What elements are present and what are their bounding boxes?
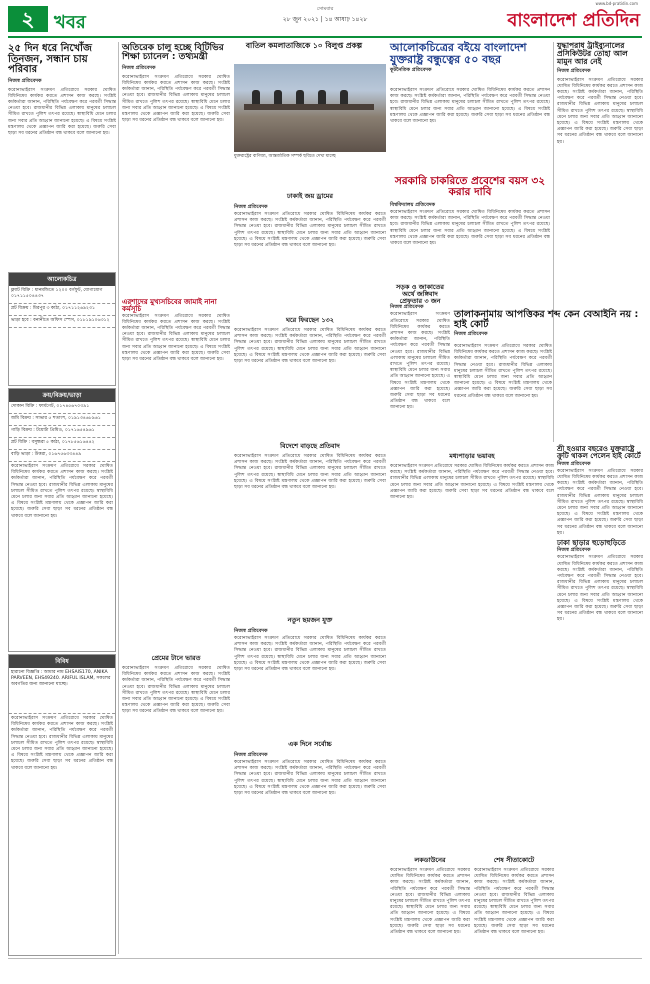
classified-box-1	[8, 272, 116, 386]
story-headline: যুক্তরাষ্ট্র বন্ধুত্বের ৫০ বছর	[390, 52, 502, 66]
story-body: করোনাভাইরাস সংক্রমণ প্রতিরোধে সরকার ঘোষিত বিধিনিষেধ কার্যকর করতে প্রশাসন কাজ করছে। সংশ্লিষ্ট কর্মকর্তারা জানান, পরিস্থিতি পর্যবেক্ষণ করে পরবর্তী সিদ্ধান্ত নেওয়া হবে। রাজধানীর বিভিন্ন এলাকায় মানুষের চলাচল সীমিত রাখতে পুলিশ তৎপর রয়েছে। স্বাস্থ্যবিধি মেনে চলার জন্য সবার প্রতি আহ্বান জানানো হয়েছে। এ বিষয়ে সংশ্লিষ্ট মন্ত্রণালয় থেকে প্রজ্ঞাপন জারি করা হয়েছে। জরুরি সেবা ছাড়া সব ধরনের প্রতিষ্ঠান বন্ধ থাকবে বলে জানানো হয়।	[234, 328, 386, 365]
story-headline: আলোকচিত্রের বইয়ে বাংলাদেশ	[390, 41, 527, 54]
story-body: করোনাভাইরাস সংক্রমণ প্রতিরোধে সরকার ঘোষিত বিধিনিষেধ কার্যকর করতে প্রশাসন কাজ করছে। সংশ্লিষ্ট কর্মকর্তারা জানান, পরিস্থিতি পর্যবেক্ষণ করে পরবর্তী সিদ্ধান্ত নেওয়া হবে। রাজধানীর বিভিন্ন এলাকায় মানুষের চলাচল সীমিত রাখতে পুলিশ তৎপর রয়েছে। স্বাস্থ্যবিধি মেনে চলার জন্য সবার প্রতি আহ্বান জানানো হয়েছে। এ বিষয়ে সংশ্লিষ্ট মন্ত্রণালয় থেকে প্রজ্ঞাপন জারি করা হয়েছে। জরুরি সেবা ছাড়া সব ধরনের প্রতিষ্ঠান বন্ধ থাকবে বলে জানানো হয়।	[390, 868, 470, 936]
page-number: ২	[8, 6, 48, 32]
classified-body: করোনাভাইরাস সংক্রমণ প্রতিরোধে সরকার ঘোষিত বিধিনিষেধ কার্যকর করতে প্রশাসন কাজ করছে। সংশ্লিষ্ট কর্মকর্তারা জানান, পরিস্থিতি পর্যবেক্ষণ করে পরবর্তী সিদ্ধান্ত নেওয়া হবে। রাজধানীর বিভিন্ন এলাকায় মানুষের চলাচল সীমিত রাখতে পুলিশ তৎপর রয়েছে। স্বাস্থ্যবিধি মেনে চলার জন্য সবার প্রতি আহ্বান জানানো হয়েছে। এ বিষয়ে সংশ্লিষ্ট মন্ত্রণালয় থেকে প্রজ্ঞাপন জারি করা হয়েছে। জরুরি সেবা ছাড়া সব ধরনের প্রতিষ্ঠান বন্ধ থাকবে বলে জানানো হয়।	[11, 464, 113, 519]
story-byline: নিজস্ব প্রতিবেদক	[234, 628, 268, 634]
photo-table	[244, 104, 374, 110]
classified-misc: হারানো বিজ্ঞপ্তি : আমার নাম EHSAIS170, ANIKA PARVEEN, EHS49240. ARIFUL ISLAM, সকলের অবগতির জন্য জানানো যাচ্ছে।	[9, 668, 115, 714]
story-body: করোনাভাইরাস সংক্রমণ প্রতিরোধে সরকার ঘোষিত বিধিনিষেধ কার্যকর করতে প্রশাসন কাজ করছে। সংশ্লিষ্ট কর্মকর্তারা জানান, পরিস্থিতি পর্যবেক্ষণ করে পরবর্তী সিদ্ধান্ত নেওয়া হবে। রাজধানীর বিভিন্ন এলাকায় মানুষের চলাচল সীমিত রাখতে পুলিশ তৎপর রয়েছে। স্বাস্থ্যবিধি মেনে চলার জন্য সবার প্রতি আহ্বান জানানো হয়েছে। এ বিষয়ে সংশ্লিষ্ট মন্ত্রণালয় থেকে প্রজ্ঞাপন জারি করা হয়েছে। জরুরি সেবা ছাড়া সব ধরনের প্রতিষ্ঠান বন্ধ থাকবে বলে জানানো হয়।	[474, 868, 554, 936]
story-body: করোনাভাইরাস সংক্রমণ প্রতিরোধে সরকার ঘোষিত বিধিনিষেধ কার্যকর করতে প্রশাসন কাজ করছে। সংশ্লিষ্ট কর্মকর্তারা জানান, পরিস্থিতি পর্যবেক্ষণ করে পরবর্তী সিদ্ধান্ত নেওয়া হবে। রাজধানীর বিভিন্ন এলাকায় মানুষের চলাচল সীমিত রাখতে পুলিশ তৎপর রয়েছে। স্বাস্থ্যবিধি মেনে চলার জন্য সবার প্রতি আহ্বান জানানো হয়েছে। এ বিষয়ে সংশ্লিষ্ট মন্ত্রণালয় থেকে প্রজ্ঞাপন জারি করা হয়েছে। জরুরি সেবা ছাড়া সব ধরনের প্রতিষ্ঠান বন্ধ থাকবে বলে জানানো হয়।	[234, 760, 386, 797]
story-body: করোনাভাইরাস সংক্রমণ প্রতিরোধে সরকার ঘোষিত বিধিনিষেধ কার্যকর করতে প্রশাসন কাজ করছে। সংশ্লিষ্ট কর্মকর্তারা জানান, পরিস্থিতি পর্যবেক্ষণ করে পরবর্তী সিদ্ধান্ত নেওয়া হবে। রাজধানীর বিভিন্ন এলাকায় মানুষের চলাচল সীমিত রাখতে পুলিশ তৎপর রয়েছে। স্বাস্থ্যবিধি মেনে চলার জন্য সবার প্রতি আহ্বান জানানো হয়েছে। এ বিষয়ে সংশ্লিষ্ট মন্ত্রণালয় থেকে প্রজ্ঞাপন জারি করা হয়েছে। জরুরি সেবা ছাড়া সব ধরনের প্রতিষ্ঠান বন্ধ থাকবে বলে জানানো হয়।	[557, 468, 643, 536]
story-lockdown	[390, 852, 470, 952]
classified-box-title: বিবিধ	[9, 655, 115, 668]
story-headline: যুদ্ধাপরাধ ট্রাইব্যুনালের প্রসিকিউটর তোহা আল মামুন আর নেই	[557, 41, 628, 66]
brand-url: www.bd-pratidin.com	[595, 1, 638, 6]
story-byline: নিজস্ব প্রতিবেদক	[557, 547, 591, 554]
story-byline: নিজস্ব প্রতিবেদক	[390, 304, 424, 311]
classified-ad: জমি বিক্রয় : সাভার ৫ শতাংশ, ০১৯১৩৪৬৮৯৬১	[9, 414, 115, 426]
story-headline: বিদেশে বাড়ছে প্রতিবাদ	[280, 442, 340, 450]
story-byline: নিজস্ব প্রতিবেদক	[454, 330, 488, 337]
news-photo	[234, 64, 386, 152]
classified-ad: ভাড়া হবে : বনানীতে অফিস স্পেস, ০১৮১৯১০৬৩১২	[9, 316, 115, 328]
story-body: করোনাভাইরাস সংক্রমণ প্রতিরোধে সরকার ঘোষিত বিধিনিষেধ কার্যকর করতে প্রশাসন কাজ করছে। সংশ্লিষ্ট কর্মকর্তারা জানান, পরিস্থিতি পর্যবেক্ষণ করে পরবর্তী সিদ্ধান্ত নেওয়া হবে। রাজধানীর বিভিন্ন এলাকায় মানুষের চলাচল সীমিত রাখতে পুলিশ তৎপর রয়েছে। স্বাস্থ্যবিধি মেনে চলার জন্য সবার প্রতি আহ্বান জানানো হয়েছে। এ বিষয়ে সংশ্লিষ্ট মন্ত্রণালয় থেকে প্রজ্ঞাপন জারি করা হয়েছে। জরুরি সেবা ছাড়া সব ধরনের প্রতিষ্ঠান বন্ধ থাকবে বলে জানানো হয়।	[390, 464, 554, 501]
story-hc-order	[557, 446, 643, 536]
story-body: করোনাভাইরাস সংক্রমণ প্রতিরোধে সরকার ঘোষিত বিধিনিষেধ কার্যকর করতে প্রশাসন কাজ করছে। সংশ্লিষ্ট কর্মকর্তারা জানান, পরিস্থিতি পর্যবেক্ষণ করে পরবর্তী সিদ্ধান্ত নেওয়া হবে। রাজধানীর বিভিন্ন এলাকায় মানুষের চলাচল সীমিত রাখতে পুলিশ তৎপর রয়েছে। স্বাস্থ্যবিধি মেনে চলার জন্য সবার প্রতি আহ্বান জানানো হয়েছে। এ বিষয়ে সংশ্লিষ্ট মন্ত্রণালয় থেকে প্রজ্ঞাপন জারি করা হয়েছে। জরুরি সেবা ছাড়া সব ধরনের প্রতিষ্ঠান বন্ধ থাকবে বলে জানানো হয়।	[122, 74, 230, 124]
story-byline: বিশ্ববিদ্যালয় প্রতিবেদক	[390, 202, 436, 208]
column-divider	[118, 42, 119, 954]
classified-ad: ফ্ল্যাট বিক্রি : ধানমন্ডিতে ১২০০ বর্গফুট, যোগাযোগ ০১৭১১৫০৪৪৩৭	[9, 286, 115, 304]
story-body: করোনাভাইরাস সংক্রমণ প্রতিরোধে সরকার ঘোষিত বিধিনিষেধ কার্যকর করতে প্রশাসন কাজ করছে। সংশ্লিষ্ট কর্মকর্তারা জানান, পরিস্থিতি পর্যবেক্ষণ করে পরবর্তী সিদ্ধান্ত নেওয়া হবে। রাজধানীর বিভিন্ন এলাকায় মানুষের চলাচল সীমিত রাখতে পুলিশ তৎপর রয়েছে। স্বাস্থ্যবিধি মেনে চলার জন্য সবার প্রতি আহ্বান জানানো হয়েছে। এ বিষয়ে সংশ্লিষ্ট মন্ত্রণালয় থেকে প্রজ্ঞাপন জারি করা হয়েছে। জরুরি সেবা ছাড়া সব ধরনের প্রতিষ্ঠান বন্ধ থাকবে বলে জানানো হয়।	[557, 555, 643, 623]
story-body: করোনাভাইরাস সংক্রমণ প্রতিরোধে সরকার ঘোষিত বিধিনিষেধ কার্যকর করতে প্রশাসন কাজ করছে। সংশ্লিষ্ট কর্মকর্তারা জানান, পরিস্থিতি পর্যবেক্ষণ করে পরবর্তী সিদ্ধান্ত নেওয়া হবে। রাজধানীর বিভিন্ন এলাকায় মানুষের চলাচল সীমিত রাখতে পুলিশ তৎপর রয়েছে। স্বাস্থ্যবিধি মেনে চলার জন্য সবার প্রতি আহ্বান জানানো হয়েছে। এ বিষয়ে সংশ্লিষ্ট মন্ত্রণালয় থেকে প্রজ্ঞাপন জারি করা হয়েছে। জরুরি সেবা ছাড়া সব ধরনের প্রতিষ্ঠান বন্ধ থাকবে বলে জানানো হয়।	[234, 212, 386, 249]
story-headline: বাতিল কমলাতাজিকে ১০ বিলুপ্ত প্রকল্প	[245, 41, 363, 50]
story-byline: নিজস্ব প্রতিবেদক	[234, 204, 268, 210]
story-headline: ঘরে ফিরছেন ১৩২	[285, 316, 334, 324]
classified-box-2	[8, 388, 116, 652]
story-highest-day	[234, 736, 386, 952]
story-headline: এক দিনে সর্বোচ্চ	[288, 740, 332, 748]
classified-box-3	[8, 654, 116, 956]
story-sitakot	[474, 852, 554, 952]
story-byline: নিজস্ব প্রতিবেদক	[234, 752, 268, 758]
story-byline: নিজস্ব প্রতিবেদক	[122, 64, 156, 71]
classified-body: করোনাভাইরাস সংক্রমণ প্রতিরোধে সরকার ঘোষিত বিধিনিষেধ কার্যকর করতে প্রশাসন কাজ করছে। সংশ্লিষ্ট কর্মকর্তারা জানান, পরিস্থিতি পর্যবেক্ষণ করে পরবর্তী সিদ্ধান্ত নেওয়া হবে। রাজধানীর বিভিন্ন এলাকায় মানুষের চলাচল সীমিত রাখতে পুলিশ তৎপর রয়েছে। স্বাস্থ্যবিধি মেনে চলার জন্য সবার প্রতি আহ্বান জানানো হয়েছে। এ বিষয়ে সংশ্লিষ্ট মন্ত্রণালয় থেকে প্রজ্ঞাপন জারি করা হয়েছে। জরুরি সেবা ছাড়া সব ধরনের প্রতিষ্ঠান বন্ধ থাকবে বলে জানানো হয়।	[11, 716, 113, 771]
story-six-new	[234, 612, 386, 732]
story-headline: অতিরেক চালু হচ্ছে বিটিভির শিক্ষা চ্যানেল : তথ্যমন্ত্রী	[122, 43, 224, 63]
classified-box-title: ক্রয়/বিক্রয়/ভাড়া	[9, 389, 115, 402]
story-headline: ঢাকাই জয় ড্রামের	[287, 192, 333, 200]
classified-ad: প্লট বিক্রয় : মিরপুর ৩ কাঠা, ০১৭১১২৬৯২৩১	[9, 304, 115, 316]
photo-person	[318, 90, 326, 104]
story-headline: সড়ক ও জাকাতের অর্থে জঙ্গিবাদ প্রেফতার ৩ জন	[396, 283, 444, 305]
story-headline: শ্রী হওয়ার বছরেও যুক্তরাষ্ট্রে ক্রুটি থাকল পেলেন হাই কোর্টে	[557, 445, 641, 461]
classified-ad: গাড়ি বিক্রয় : টয়োটা প্রিমিও, ০১৭১৬৫৪৯৬১	[9, 426, 115, 438]
story-projects-cancelled	[234, 42, 374, 62]
story-headline: তালাকনামায় আপত্তিকর শব্দ কেন বেআইনি নয় : হাই কোর্ট	[454, 309, 639, 330]
story-body: করোনাভাইরাস সংক্রমণ প্রতিরোধে সরকার ঘোষিত বিধিনিষেধ কার্যকর করতে প্রশাসন কাজ করছে। সংশ্লিষ্ট কর্মকর্তারা জানান, পরিস্থিতি পর্যবেক্ষণ করে পরবর্তী সিদ্ধান্ত নেওয়া হবে। রাজধানীর বিভিন্ন এলাকায় মানুষের চলাচল সীমিত রাখতে পুলিশ তৎপর রয়েছে। স্বাস্থ্যবিধি মেনে চলার জন্য সবার প্রতি আহ্বান জানানো হয়েছে। এ বিষয়ে সংশ্লিষ্ট মন্ত্রণালয় থেকে প্রজ্ঞাপন জারি করা হয়েছে। জরুরি সেবা ছাড়া সব ধরনের প্রতিষ্ঠান বন্ধ থাকবে বলে জানানো হয়।	[557, 77, 643, 145]
photo-person	[252, 90, 260, 104]
date-line: ২৮ জুন ২০২১ | ১৪ আষাঢ় ১৪২৮	[282, 16, 368, 23]
photo-person	[296, 90, 304, 104]
story-headline: মধ্যপাড়ার ভয়াবহ	[449, 452, 495, 460]
story-headline: নতুন ছয়জন যুক্ত	[287, 616, 333, 624]
story-headline: এরশাদের মুখ্যসচিবের জামাই নানা কর্মসূচি	[122, 297, 217, 314]
story-byline: নিজস্ব প্রতিবেদক	[557, 67, 591, 74]
classified-ad: বাড়ি ভাড়া : উত্তরা, ০১৬৭৫৬৩৩৪৪৯	[9, 450, 115, 462]
photo-caption: যুক্তরাষ্ট্রের বাণিজ্য, আন্তর্জাতিক সম্পর্ক ছবিতে দেখা যাচ্ছে	[234, 154, 336, 159]
photo-person	[340, 90, 348, 104]
masthead	[0, 0, 650, 38]
story-headline: ২৫ দিন ধরে নিখোঁজ তিনজন, সন্ধান চায় পরিবার	[8, 43, 92, 75]
page-bottom-rule	[8, 958, 642, 959]
story-body: করোনাভাইরাস সংক্রমণ প্রতিরোধে সরকার ঘোষিত বিধিনিষেধ কার্যকর করতে প্রশাসন কাজ করছে। সংশ্লিষ্ট কর্মকর্তারা জানান, পরিস্থিতি পর্যবেক্ষণ করে পরবর্তী সিদ্ধান্ত নেওয়া হবে। রাজধানীর বিভিন্ন এলাকায় মানুষের চলাচল সীমিত রাখতে পুলিশ তৎপর রয়েছে। স্বাস্থ্যবিধি মেনে চলার জন্য সবার প্রতি আহ্বান জানানো হয়েছে। এ বিষয়ে সংশ্লিষ্ট মন্ত্রণালয় থেকে প্রজ্ঞাপন জারি করা হয়েছে। জরুরি সেবা ছাড়া সব ধরনের প্রতিষ্ঠান বন্ধ থাকবে বলে জানানো হয়।	[234, 636, 386, 673]
story-body: করোনাভাইরাস সংক্রমণ প্রতিরোধে সরকার ঘোষিত বিধিনিষেধ কার্যকর করতে প্রশাসন কাজ করছে। সংশ্লিষ্ট কর্মকর্তারা জানান, পরিস্থিতি পর্যবেক্ষণ করে পরবর্তী সিদ্ধান্ত নেওয়া হবে। রাজধানীর বিভিন্ন এলাকায় মানুষের চলাচল সীমিত রাখতে পুলিশ তৎপর রয়েছে। স্বাস্থ্যবিধি মেনে চলার জন্য সবার প্রতি আহ্বান জানানো হয়েছে। এ বিষয়ে সংশ্লিষ্ট মন্ত্রণালয় থেকে প্রজ্ঞাপন জারি করা হয়েছে। জরুরি সেবা ছাড়া সব ধরনের প্রতিষ্ঠান বন্ধ থাকবে বলে জানানো হয়।	[8, 87, 116, 136]
story-body: করোনাভাইরাস সংক্রমণ প্রতিরোধে সরকার ঘোষিত বিধিনিষেধ কার্যকর করতে প্রশাসন কাজ করছে। সংশ্লিষ্ট কর্মকর্তারা জানান, পরিস্থিতি পর্যবেক্ষণ করে পরবর্তী সিদ্ধান্ত নেওয়া হবে। রাজধানীর বিভিন্ন এলাকায় মানুষের চলাচল সীমিত রাখতে পুলিশ তৎপর রয়েছে। স্বাস্থ্যবিধি মেনে চলার জন্য সবার প্রতি আহ্বান জানানো হয়েছে। এ বিষয়ে সংশ্লিষ্ট মন্ত্রণালয় থেকে প্রজ্ঞাপন জারি করা হয়েছে। জরুরি সেবা ছাড়া সব ধরনের প্রতিষ্ঠান বন্ধ থাকবে বলে জানানো হয়।	[390, 312, 450, 411]
masthead-rule	[8, 36, 642, 38]
story-prosecutor-died	[557, 42, 643, 442]
story-headline: প্রেমের টানে ভারত	[151, 654, 201, 662]
classified-box-title: আলোকচিত্র	[9, 273, 115, 286]
column-divider	[553, 42, 554, 442]
day-label: সোমবার	[316, 6, 334, 12]
story-madhyapara	[390, 448, 554, 848]
photo-person	[274, 90, 282, 104]
story-militancy-funds	[390, 284, 450, 464]
story-byline: নিজস্ব প্রতিবেদক	[8, 77, 42, 84]
classified-ad: দোকান বিক্রি : ফার্মগেট, ০১৭৪৫৬৭০৩৯১	[9, 402, 115, 414]
story-byline: নিজস্ব প্রতিবেদক	[557, 460, 591, 467]
story-us-bangladesh-book	[390, 42, 550, 86]
story-body: করোনাভাইরাস সংক্রমণ প্রতিরোধে সরকার ঘোষিত বিধিনিষেধ কার্যকর করতে প্রশাসন কাজ করছে। সংশ্লিষ্ট কর্মকর্তারা জানান, পরিস্থিতি পর্যবেক্ষণ করে পরবর্তী সিদ্ধান্ত নেওয়া হবে। রাজধানীর বিভিন্ন এলাকায় মানুষের চলাচল সীমিত রাখতে পুলিশ তৎপর রয়েছে। স্বাস্থ্যবিধি মেনে চলার জন্য সবার প্রতি আহ্বান জানানো হয়েছে। এ বিষয়ে সংশ্লিষ্ট মন্ত্রণালয় থেকে প্রজ্ঞাপন জারি করা হয়েছে। জরুরি সেবা ছাড়া সব ধরনের প্রতিষ্ঠান বন্ধ থাকবে বলে জানানো হয়।	[390, 88, 550, 125]
story-divorce-words	[454, 310, 644, 340]
story-headline: শেষ সীতাকোটে	[493, 856, 535, 864]
story-body: করোনাভাইরাস সংক্রমণ প্রতিরোধে সরকার ঘোষিত বিধিনিষেধ কার্যকর করতে প্রশাসন কাজ করছে। সংশ্লিষ্ট কর্মকর্তারা জানান, পরিস্থিতি পর্যবেক্ষণ করে পরবর্তী সিদ্ধান্ত নেওয়া হবে। রাজধানীর বিভিন্ন এলাকায় মানুষের চলাচল সীমিত রাখতে পুলিশ তৎপর রয়েছে। স্বাস্থ্যবিধি মেনে চলার জন্য সবার প্রতি আহ্বান জানানো হয়েছে। এ বিষয়ে সংশ্লিষ্ট মন্ত্রণালয় থেকে প্রজ্ঞাপন জারি করা হয়েছে। জরুরি সেবা ছাড়া সব ধরনের প্রতিষ্ঠান বন্ধ থাকবে বলে জানানো হয়।	[390, 210, 550, 247]
story-headline: ঢাকা ছাড়ার হুড়োহুড়িতে	[557, 539, 626, 547]
story-body: করোনাভাইরাস সংক্রমণ প্রতিরোধে সরকার ঘোষিত বিধিনিষেধ কার্যকর করতে প্রশাসন কাজ করছে। সংশ্লিষ্ট কর্মকর্তারা জানান, পরিস্থিতি পর্যবেক্ষণ করে পরবর্তী সিদ্ধান্ত নেওয়া হবে। রাজধানীর বিভিন্ন এলাকায় মানুষের চলাচল সীমিত রাখতে পুলিশ তৎপর রয়েছে। স্বাস্থ্যবিধি মেনে চলার জন্য সবার প্রতি আহ্বান জানানো হয়েছে। এ বিষয়ে সংশ্লিষ্ট মন্ত্রণালয় থেকে প্রজ্ঞাপন জারি করা হয়েছে। জরুরি সেবা ছাড়া সব ধরনের প্রতিষ্ঠান বন্ধ থাকবে বলে জানানো হয়।	[122, 666, 230, 715]
classified-ad: প্লট বিক্রি : বসুন্ধরা ৫ কাঠা, ০১৭৮৫৬১৬৪৪২	[9, 438, 115, 450]
story-job-age-limit	[390, 176, 550, 200]
story-dhaka-drum	[234, 188, 386, 608]
story-byline: কূটনৈতিক প্রতিবেদক	[390, 67, 432, 74]
story-body: করোনাভাইরাস সংক্রমণ প্রতিরোধে সরকার ঘোষিত বিধিনিষেধ কার্যকর করতে প্রশাসন কাজ করছে। সংশ্লিষ্ট কর্মকর্তারা জানান, পরিস্থিতি পর্যবেক্ষণ করে পরবর্তী সিদ্ধান্ত নেওয়া হবে। রাজধানীর বিভিন্ন এলাকায় মানুষের চলাচল সীমিত রাখতে পুলিশ তৎপর রয়েছে। স্বাস্থ্যবিধি মেনে চলার জন্য সবার প্রতি আহ্বান জানানো হয়েছে। এ বিষয়ে সংশ্লিষ্ট মন্ত্রণালয় থেকে প্রজ্ঞাপন জারি করা হয়েছে। জরুরি সেবা ছাড়া সব ধরনের প্রতিষ্ঠান বন্ধ থাকবে বলে জানানো হয়।	[122, 313, 230, 362]
story-btv-education	[122, 44, 230, 644]
story-headline: লকডাউনের	[414, 856, 446, 864]
story-headline: সরকারি চাকরিতে প্রবেশের বয়স ৩২ করার দাবি	[394, 175, 546, 199]
story-missing-three	[8, 44, 116, 269]
story-body: করোনাভাইরাস সংক্রমণ প্রতিরোধে সরকার ঘোষিত বিধিনিষেধ কার্যকর করতে প্রশাসন কাজ করছে। সংশ্লিষ্ট কর্মকর্তারা জানান, পরিস্থিতি পর্যবেক্ষণ করে পরবর্তী সিদ্ধান্ত নেওয়া হবে। রাজধানীর বিভিন্ন এলাকায় মানুষের চলাচল সীমিত রাখতে পুলিশ তৎপর রয়েছে। স্বাস্থ্যবিধি মেনে চলার জন্য সবার প্রতি আহ্বান জানানো হয়েছে। এ বিষয়ে সংশ্লিষ্ট মন্ত্রণালয় থেকে প্রজ্ঞাপন জারি করা হয়েছে। জরুরি সেবা ছাড়া সব ধরনের প্রতিষ্ঠান বন্ধ থাকবে বলে জানানো হয়।	[454, 344, 552, 399]
section-title: খবর	[54, 12, 86, 33]
story-love-india	[122, 650, 230, 950]
brand-logo: বাংলাদেশ প্রতিদিন	[507, 10, 640, 31]
story-body: করোনাভাইরাস সংক্রমণ প্রতিরোধে সরকার ঘোষিত বিধিনিষেধ কার্যকর করতে প্রশাসন কাজ করছে। সংশ্লিষ্ট কর্মকর্তারা জানান, পরিস্থিতি পর্যবেক্ষণ করে পরবর্তী সিদ্ধান্ত নেওয়া হবে। রাজধানীর বিভিন্ন এলাকায় মানুষের চলাচল সীমিত রাখতে পুলিশ তৎপর রয়েছে। স্বাস্থ্যবিধি মেনে চলার জন্য সবার প্রতি আহ্বান জানানো হয়েছে। এ বিষয়ে সংশ্লিষ্ট মন্ত্রণালয় থেকে প্রজ্ঞাপন জারি করা হয়েছে। জরুরি সেবা ছাড়া সব ধরনের প্রতিষ্ঠান বন্ধ থাকবে বলে জানানো হয়।	[234, 454, 386, 491]
story-leaving-dhaka	[557, 540, 643, 950]
